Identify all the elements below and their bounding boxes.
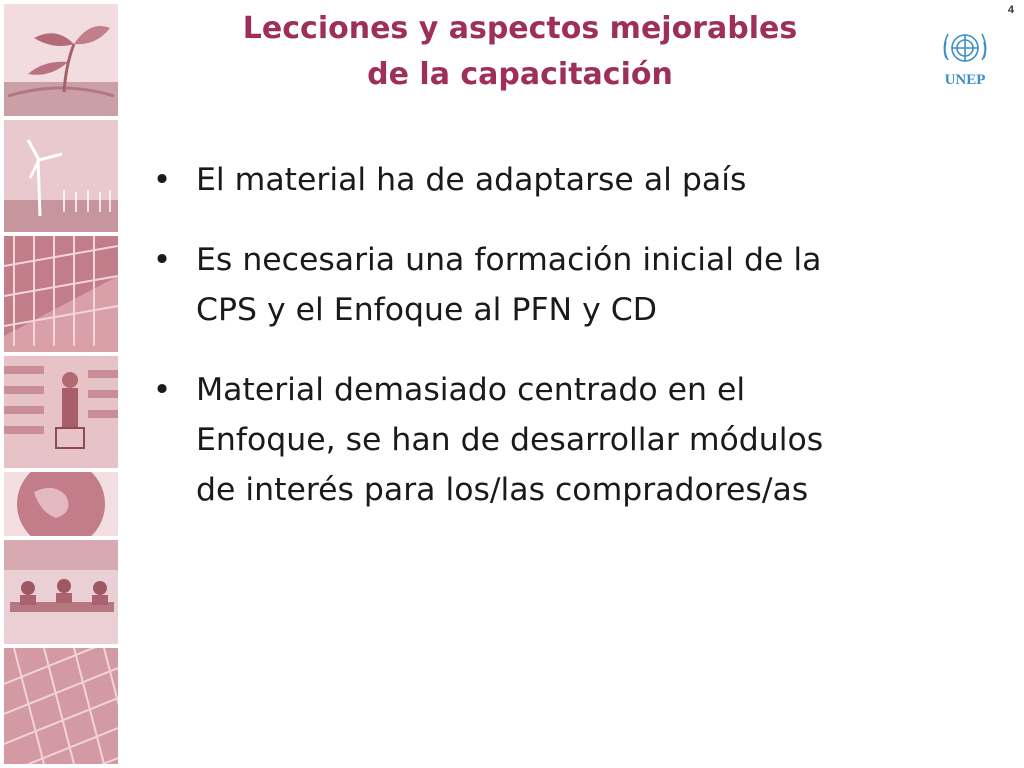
solar-panel-icon: [4, 648, 118, 764]
plant-seedling-icon: [4, 4, 118, 116]
bullet-item: [152, 365, 972, 515]
logo-text: UNEP: [944, 72, 986, 88]
bullet-text-line: El material ha de adaptarse al país: [196, 162, 747, 198]
bullet-list: [152, 155, 972, 545]
bullet-text-line: de interés para los/las compradores/as: [196, 472, 809, 508]
supermarket-shopper-icon: [4, 356, 118, 468]
globe-icon: [4, 472, 118, 536]
bullet-dot: •: [152, 372, 172, 408]
slide-title: [150, 6, 890, 98]
wind-turbines-icon: [4, 120, 118, 232]
bullet-item: [152, 235, 972, 335]
slide-number: 4: [1007, 4, 1014, 16]
image-sidebar: [0, 0, 120, 768]
bullet-text-line: Material demasiado centrado en el: [196, 372, 746, 408]
bullet-dot: •: [152, 242, 172, 278]
unep-logo: [936, 24, 994, 90]
title-line-1: Lecciones y aspectos mejorables: [242, 11, 798, 46]
building-facade-icon: [4, 236, 118, 352]
bullet-dot: •: [152, 162, 172, 198]
bullet-text-line: Es necesaria una formación inicial de la: [196, 242, 822, 278]
bullet-text-line: Enfoque, se han de desarrollar módulos: [196, 422, 824, 458]
meeting-room-icon: [4, 540, 118, 644]
bullet-item: [152, 155, 972, 205]
bullet-text-line: CPS y el Enfoque al PFN y CD: [196, 292, 658, 328]
title-line-2: de la capacitación: [367, 57, 673, 92]
